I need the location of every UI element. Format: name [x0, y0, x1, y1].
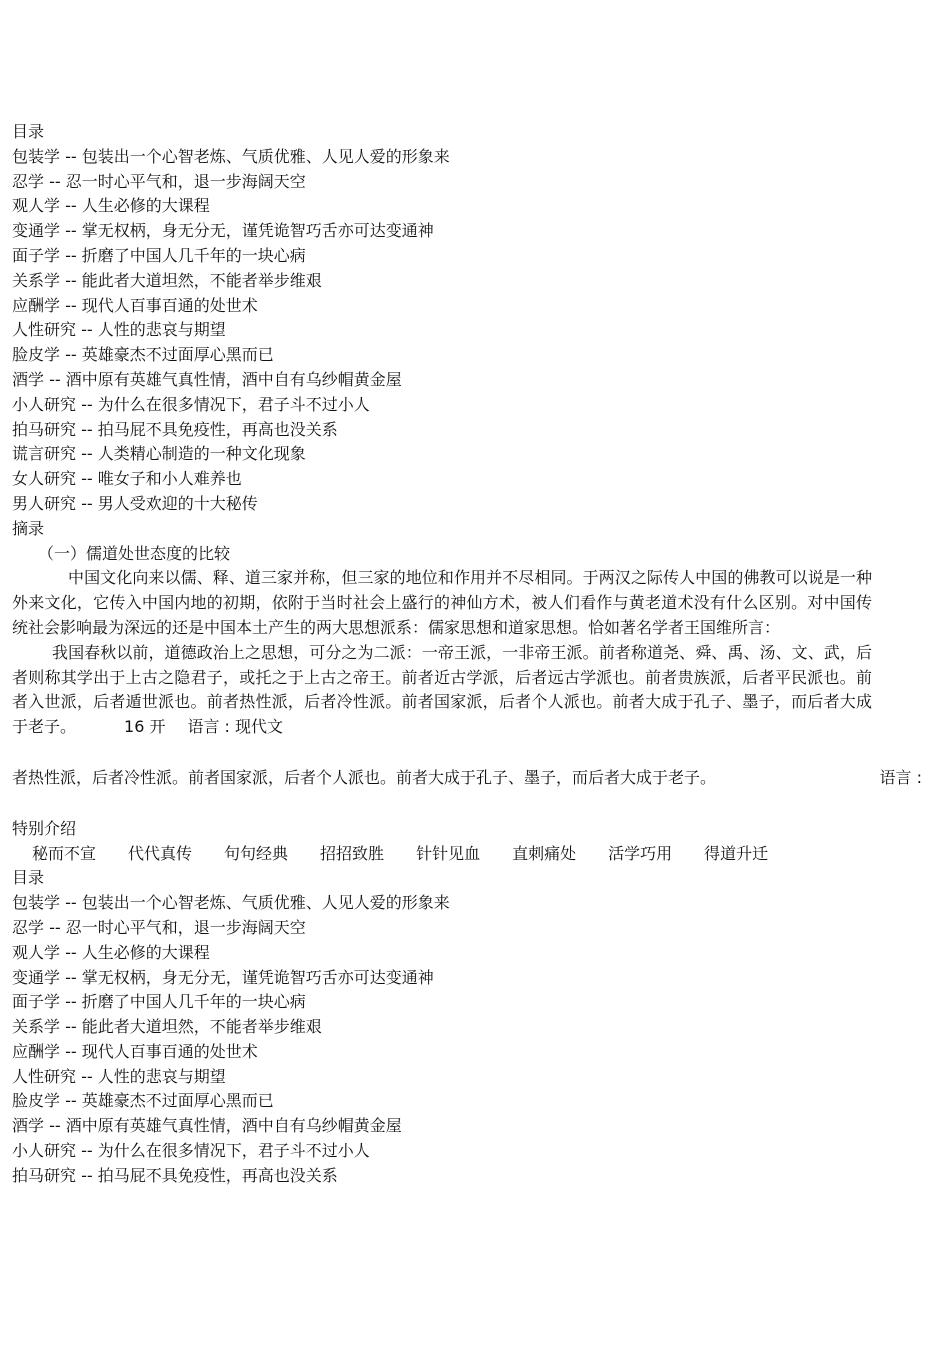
toc2-item: 面子学 -- 折磨了中国人几千年的一块心病 [12, 992, 306, 1012]
toc-item: 女人研究 -- 唯女子和小人难养也 [12, 469, 242, 489]
spacer [12, 740, 930, 766]
special-item: 句句经典 [224, 843, 289, 863]
toc-item: 变通学 -- 掌无权柄，身无分无，谨凭诡智巧舌亦可达变通神 [12, 221, 434, 241]
section-heading: （一）儒道处世态度的比较 [38, 543, 231, 563]
body-paragraph-2 [12, 641, 872, 740]
toc-item: 人性研究 -- 人性的悲哀与期望 [12, 320, 226, 340]
document-page [12, 120, 930, 1189]
toc2-item: 人性研究 -- 人性的悲哀与期望 [12, 1066, 226, 1086]
body-paragraph-1: 中国文化向来以儒、释、道三家并称，但三家的地位和作用并不尽相同。于两汉之际传人中国的佛教可以说是一种外来文化，它传入中国内地的初期，依附于当时社会上盛行的神仙方术，被人们看作与黄老道术没有什么区别。对中国传统社会影响最为深远的还是中国本土产生的两大思想派系：儒家思想和道家思想。恰如著名学者王国维所言： [12, 568, 872, 637]
toc2-item: 酒学 -- 酒中原有英雄气真性情，酒中自有乌纱帽黄金屋 [12, 1116, 402, 1136]
toc2-item: 包装学 -- 包装出一个心智老炼、气质优雅、人见人爱的形象来 [12, 893, 450, 913]
toc-item: 关系学 -- 能此者大道坦然，不能者举步维艰 [12, 270, 322, 290]
toc2-item: 拍马研究 -- 拍马屁不具免疫性，再高也没关系 [12, 1165, 338, 1185]
special-item: 活学巧用 [608, 843, 673, 863]
special-item: 针针见血 [416, 843, 481, 863]
toc-item: 男人研究 -- 男人受欢迎的十大秘传 [12, 493, 258, 513]
special-item: 秘而不宣 [32, 843, 97, 863]
toc2-item: 观人学 -- 人生必修的大课程 [12, 942, 210, 962]
toc-list [12, 145, 930, 517]
toc2-title: 目录 [12, 868, 45, 888]
toc-title: 目录 [12, 122, 45, 141]
toc-item: 小人研究 -- 为什么在很多情况下，君子斗不过小人 [12, 394, 370, 414]
special-item: 招招致胜 [320, 843, 385, 863]
special-title: 特别介绍 [12, 818, 77, 838]
toc2-item: 应酬学 -- 现代人百事百通的处世术 [12, 1041, 258, 1061]
toc2-item: 关系学 -- 能此者大道坦然，不能者举步维艰 [12, 1017, 322, 1037]
toc-item: 酒学 -- 酒中原有英雄气真性情，酒中自有乌纱帽黄金屋 [12, 369, 402, 389]
toc2-item: 小人研究 -- 为什么在很多情况下，君子斗不过小人 [12, 1141, 370, 1161]
repeat-line [12, 766, 922, 791]
special-item: 得道升迁 [704, 843, 769, 863]
toc-item: 观人学 -- 人生必修的大课程 [12, 196, 210, 216]
toc2-list [12, 891, 930, 1189]
toc-item: 拍马研究 -- 拍马屁不具免疫性，再高也没关系 [12, 419, 338, 439]
language-label: 语言 : 现代文 [187, 717, 284, 737]
toc2-item: 忍学 -- 忍一时心平气和，退一步海阔天空 [12, 917, 306, 937]
quote-text: 我国春秋以前，道德政治上之思想，可分之为二派：一帝王派，一非帝王派。前者称道尧、舜、禹、汤、文、武，后者则称其学出于上古之隐君子，或托之于上古之帝王。前者近古学派，后者远古学派也。前者贵族派，后者平民派也。前者入世派，后者遁世派也。前者热性派，后者冷性派。前者国家派，后者个人派也。前者大成于孔子、墨子，而后者大成于老子。 [12, 642, 872, 737]
excerpt-title: 摘录 [12, 518, 45, 538]
special-items [12, 842, 930, 867]
special-item: 直刺痛处 [512, 843, 577, 863]
spacer [12, 791, 930, 817]
toc2-item: 脸皮学 -- 英雄豪杰不过面厚心黑而已 [12, 1091, 274, 1111]
toc-item: 面子学 -- 折磨了中国人几千年的一块心病 [12, 245, 306, 265]
toc-item: 谎言研究 -- 人类精心制造的一种文化现象 [12, 444, 306, 464]
repeat-language-label: 语言 : [879, 767, 922, 787]
format-label: 16 开 [124, 717, 166, 737]
toc-item: 忍学 -- 忍一时心平气和，退一步海阔天空 [12, 171, 306, 191]
toc-item: 脸皮学 -- 英雄豪杰不过面厚心黑而已 [12, 345, 274, 365]
toc2-item: 变通学 -- 掌无权柄，身无分无，谨凭诡智巧舌亦可达变通神 [12, 967, 434, 987]
toc-item: 包装学 -- 包装出一个心智老炼、气质优雅、人见人爱的形象来 [12, 146, 450, 166]
repeat-text: 者热性派，后者冷性派。前者国家派，后者个人派也。前者大成于孔子、墨子，而后者大成于老子。 [12, 767, 717, 787]
toc-item: 应酬学 -- 现代人百事百通的处世术 [12, 295, 258, 315]
special-item: 代代真传 [128, 843, 193, 863]
